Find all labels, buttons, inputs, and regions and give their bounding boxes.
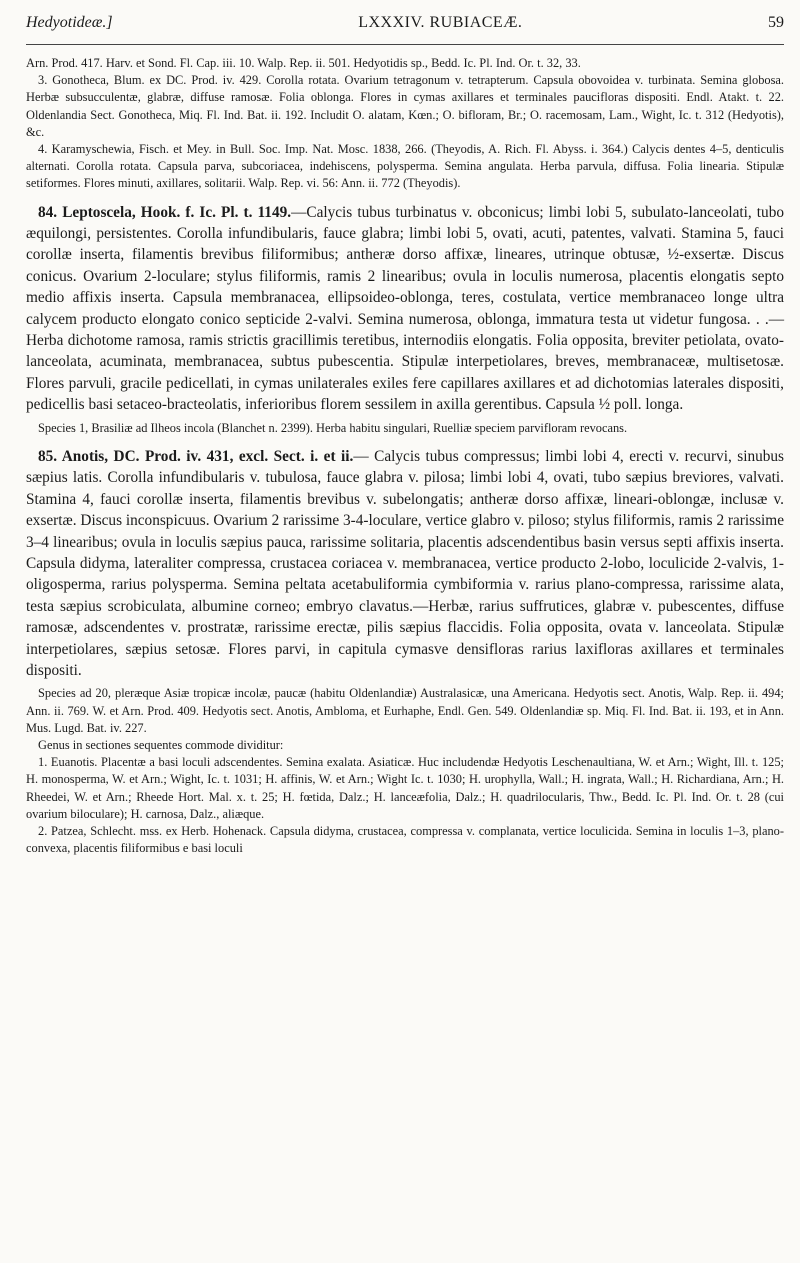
- genus-84-note: Species 1, Brasiliæ ad Ilheos incola (Blanchet n. 2399). Herba habitu singulari, Ruelliæ speciem parvifloram revocans.: [38, 420, 628, 435]
- top-paragraph: Arn. Prod. 417. Harv. et Sond. Fl. Cap. iii. 10. Walp. Rep. ii. 501. Hedyotidis sp., Bedd. Ic. Pl. Ind. Or. t. 32, 33.: [26, 56, 581, 70]
- genus-85-notes: [26, 685, 784, 857]
- header-title: LXXXIV. RUBIACEÆ.: [358, 14, 523, 31]
- running-header: [26, 14, 784, 45]
- genus-85-note: Genus in sectiones sequentes commode dividitur:: [38, 737, 284, 752]
- genus-85-paragraph: [26, 446, 784, 681]
- header-section: Hedyotideæ.]: [26, 14, 113, 31]
- genus-84-paragraph: [26, 202, 784, 416]
- page-number: 59: [768, 14, 784, 31]
- top-paragraph: 3. Gonotheca, Blum. ex DC. Prod. iv. 429. Corolla rotata. Ovarium tetragonum v. tetrapterum. Capsula obovoidea v. turbinata. Semina globosa. Herbæ subsucculentæ, glabræ, diffuse ramosæ. Folia oblonga. Flores in cymas axillares et terminales paucifloras dispositi. Endl. Atakt. t. 22. Oldenlandia Sect. Gonotheca, Miq. Fl. Ind. Bat. ii. 192. Includit O. alatam, Kœn.; O. bifloram, Br.; O. racemosam, Lam., Wight, Ic. t. 312 (Hedyotis), &c.: [26, 73, 784, 139]
- genus-84-text: —Calycis tubus turbinatus v. obconicus; limbi lobi 5, subulato-lanceolati, tubo æquilongi, persistentes. Corolla infundibularis, fauce glabra; limbi lobi 5, ovati, acuti, patentes, valvati. Stamina 5, fauci corollæ inserta, filamentis brevibus filiformibus; antheræ dorso affixæ, lineares, utrinque obtusæ, ½-exsertæ. Discus conicus. Ovarium 2-loculare; stylus filiformis, ramis 2 linearibus; ovula in loculis numerosa, placentis elongatis septo medio affixis inserta. Capsula membranacea, ellipsoideo-oblonga, teres, costulata, vertice membranaceo longe ultra calycem producto elongato conico septicide 2-valvi. Semina numerosa, oblonga, immatura testa ut videtur fungosa. . .—Herba dichotome ramosa, ramis strictis gracillimis teretibus, internodiis elongatis. Folia opposita, breviter petiolata, ovato-lanceolata, acuminata, membranacea, subtus pubescentia. Stipulæ interpetiolares, breves, membranaceæ, multisetosæ. Flores parvuli, gracile pedicellati, in cymas unilaterales exiles fere capillares axillares et ad dichotomias laterales dispositi, pedicellis basi setaceo-bracteolatis, inferioribus florem sessilem in axilla gerentibus. Capsula ½ poll. longa.: [26, 203, 784, 414]
- genus-85-text: — Calycis tubus compressus; limbi lobi 4, erecti v. recurvi, sinubus sæpius latis. Corolla infundibularis v. tubulosa, fauce glabra v. pilosa; limbi lobi 4, ovati, tubo sæpius breviores, valvati. Stamina 4, fauci corollæ inserta, filamentis brevibus v. subelongatis; antheræ dorso affixæ, lineari-oblongæ, inclusæ v. exsertæ. Discus inconspicuus. Ovarium 2 rarissime 3-4-loculare, vertice glabro v. piloso; stylus filiformis, ramis 2 rarissime 3–4 linearibus; ovula in loculis sæpius pauca, rarissime solitaria, placentis adscendentibus basin versus septi affixis inserta. Capsula didyma, lateraliter compressa, crustacea coriacea v. membranacea, vertice producto 2-lobo, loculicide 2-valvis, 1-oligosperma, rarius polysperma. Semina peltata acetabuliformia cymbiformia v. rarius plano-compressa, rarissime alata, testa sæpius scrobiculata, albumine corneo; embryo clavatus.—Herbæ, rarius suffrutices, glabræ v. pubescentes, diffuse ramosæ, adscendentes v. prostratæ, rarissime erectæ, pilis sæpius flaccidis. Folia opposita, ovata v. lanceolata. Stipulæ interpetiolares, sæpius setosæ. Flores parvi, in capitula cymasve densifloras rarius laxifloras axillares et terminales dispositi.: [26, 447, 784, 679]
- top-paragraph: 4. Karamyschewia, Fisch. et Mey. in Bull. Soc. Imp. Nat. Mosc. 1838, 266. (Theyodis, A. Rich. Fl. Abyss. i. 364.) Calycis dentes 4–5, denticulis alternati. Corolla rotata. Capsula parva, subcoriacea, indehiscens, polysperma. Semina angulata. Herba parvula, diffusa. Folia linearia. Stipulæ setiformes. Flores minuti, axillares, solitarii. Walp. Rep. vi. 56: Ann. ii. 772 (Theyodis).: [26, 142, 784, 191]
- genus-85-note: 1. Euanotis. Placentæ a basi loculi adscendentes. Semina exalata. Asiaticæ. Huc includendæ Hedyotis Leschenaultiana, W. et Arn.; Wight, Ill. t. 125; H. monosperma, W. et Arn.; Wight, Ic. t. 1031; H. affinis, W. et Arn.; Wight Ic. t. 1030; H. urophylla, Wall.; H. ingrata, Wall.; H. Richardiana, Arn.; H. Rheedei, W. et Arn.; Rheede Hort. Mal. x. t. 25; H. fœtida, Dalz.; H. lanceæfolia, Dalz.; H. quadrilocularis, Thw., Bedd. Ic. Pl. Ind. Or. t. 28 (cui ovarium biloculare); H. carnosa, Dalz., aliæque.: [26, 755, 784, 821]
- genus-85-heading: 85. Anotis, DC. Prod. iv. 431, excl. Sect. i. et ii.: [38, 447, 354, 465]
- genus-85-note: Species ad 20, pleræque Asiæ tropicæ incolæ, paucæ (habitu Oldenlandiæ) Australasicæ, una Americana. Hedyotis sect. Anotis, Walp. Rep. ii. 494; Ann. ii. 769. W. et Arn. Prod. 409. Hedyotis sect. Anotis, Ambloma, et Eurhaphe, Endl. Gen. 549. Oldenlandiæ sp. Miq. Fl. Ind. Bat. ii. 193, et in Ann. Mus. Lugd. Bat. iv. 227.: [26, 686, 784, 735]
- genus-84-heading: 84. Leptoscela, Hook. f. Ic. Pl. t. 1149.: [38, 203, 292, 221]
- top-block: [26, 55, 784, 193]
- genus-85-note: 2. Patzea, Schlecht. mss. ex Herb. Hohenack. Capsula didyma, crustacea, compressa v. complanata, vertice loculicida. Semina in loculis 1–3, plano-convexa, placentis filiformibus e basi loculi: [26, 823, 784, 856]
